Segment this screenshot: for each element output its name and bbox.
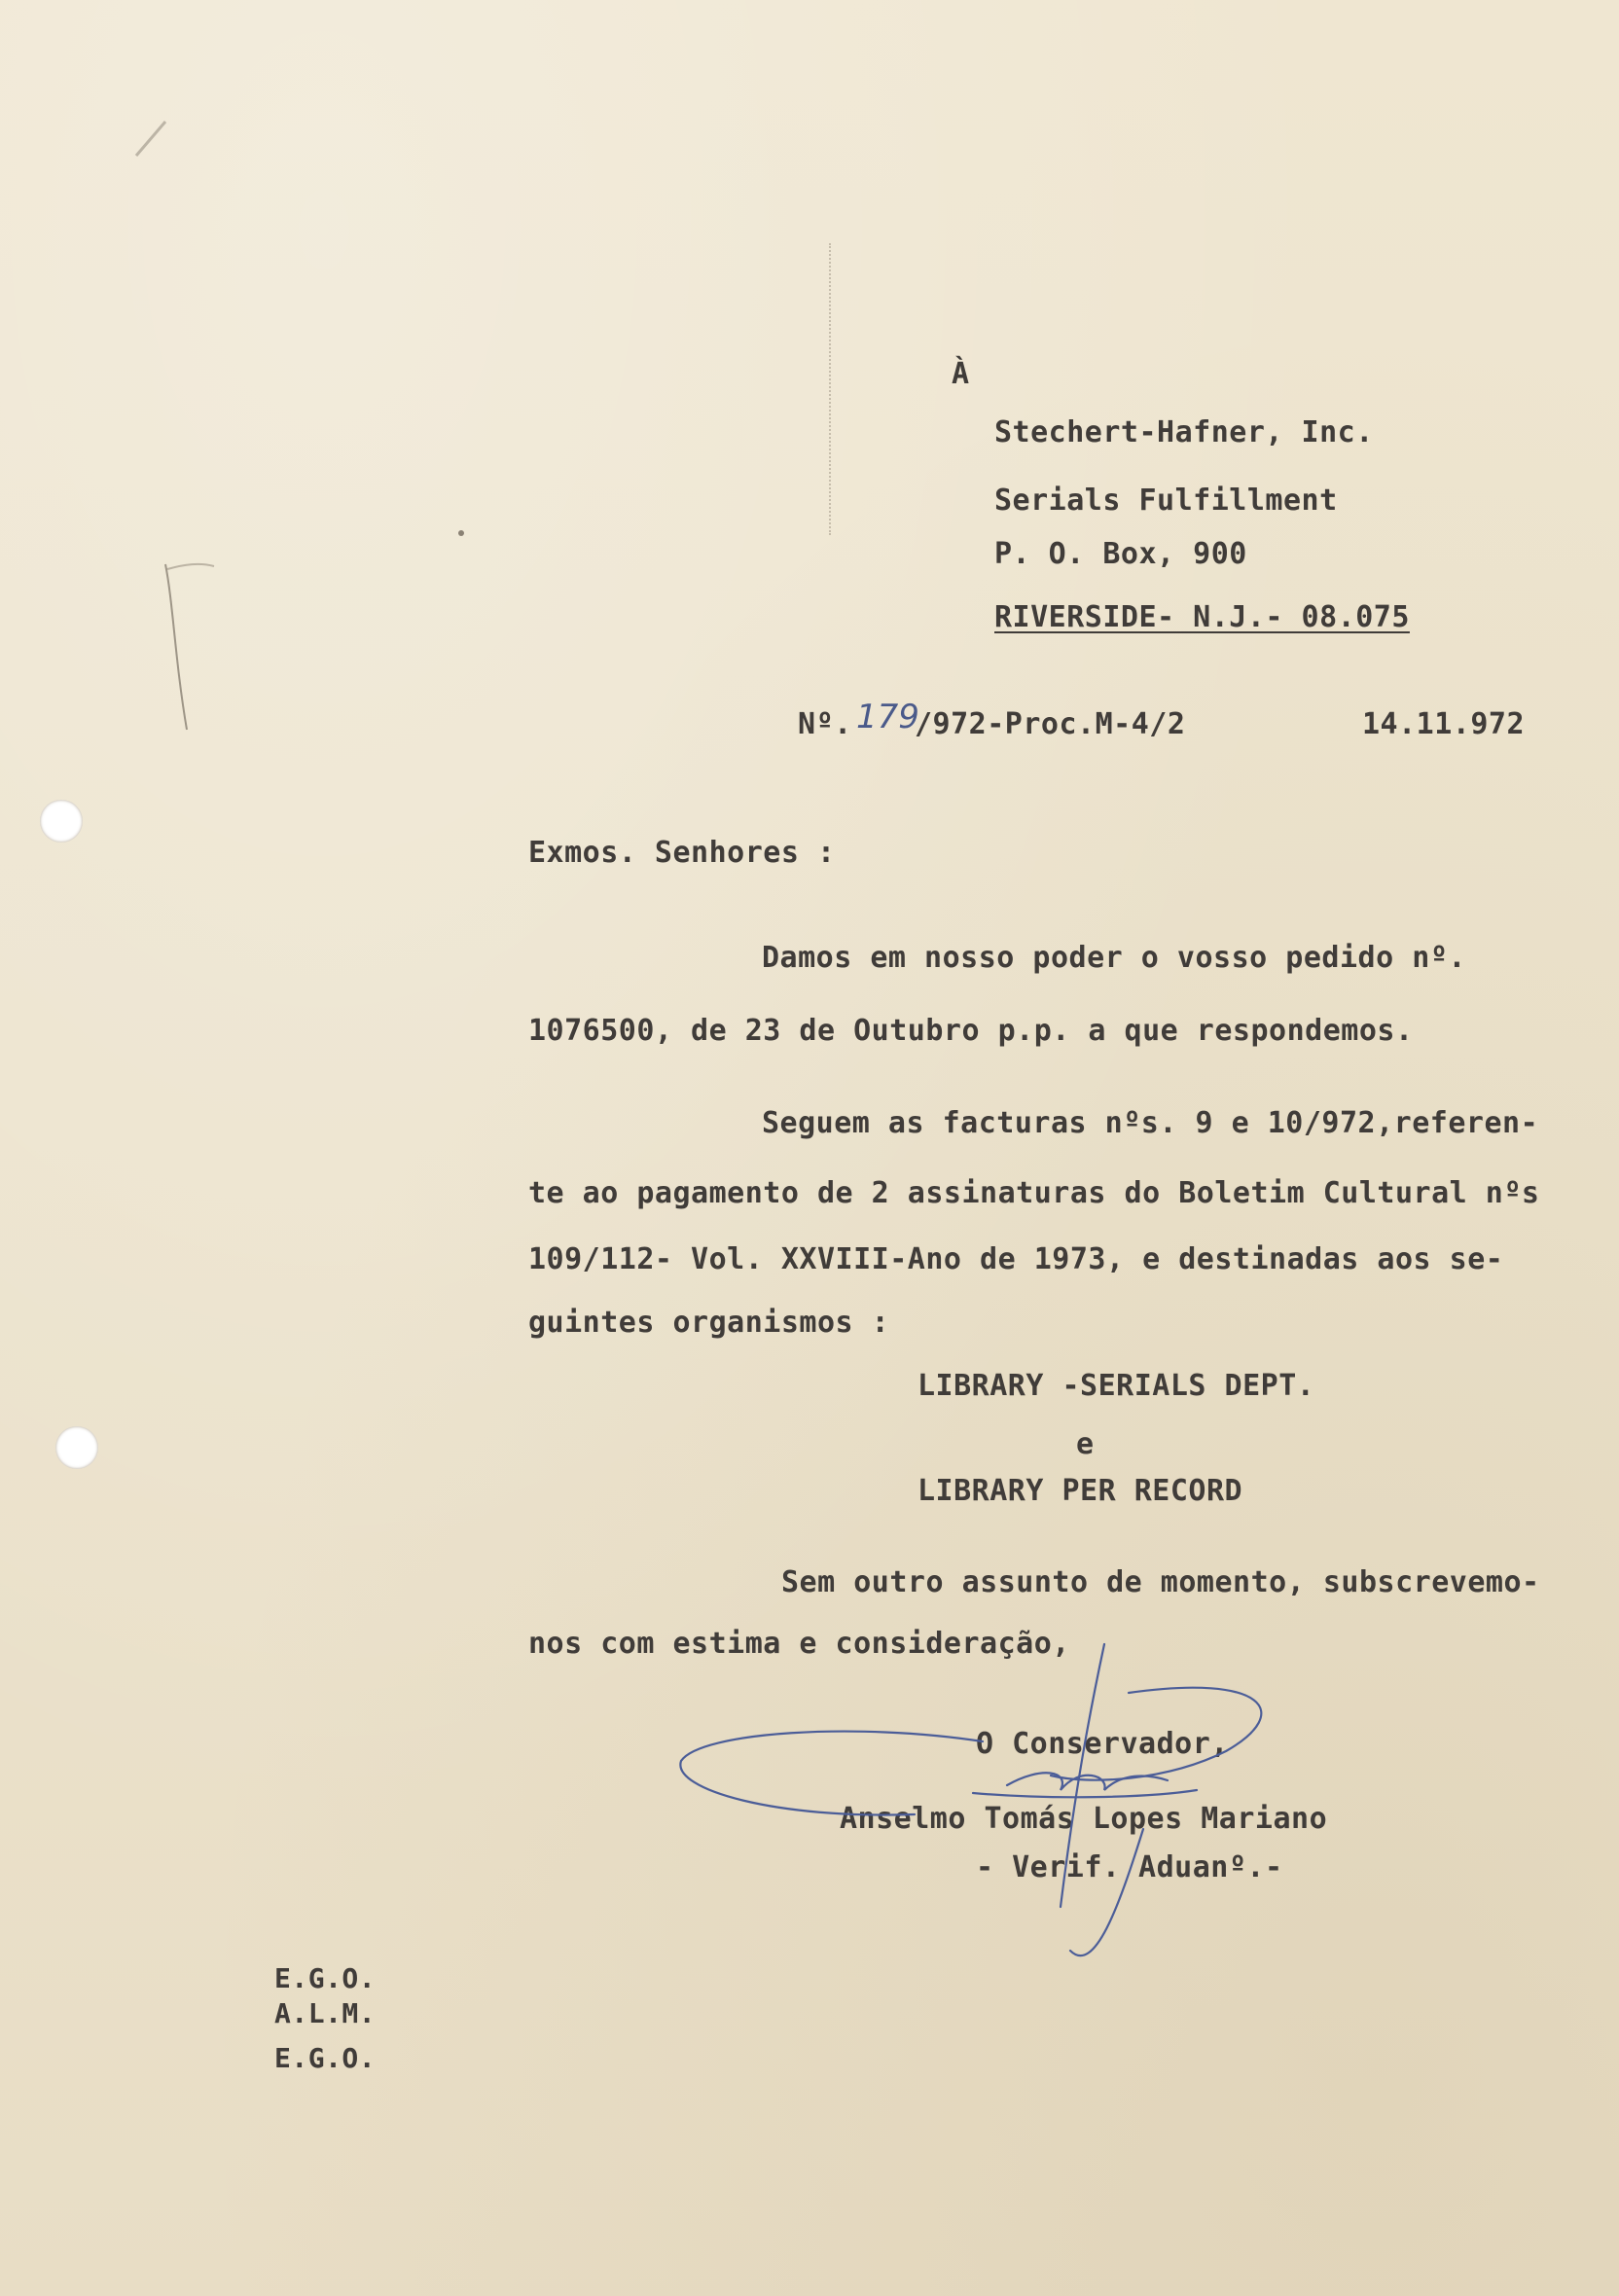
paragraph2-line2: te ao pagamento de 2 assinaturas do Boletim Cultural nºs	[528, 1176, 1540, 1210]
organization-conjunction: e	[1076, 1427, 1095, 1461]
signature-title: O Conservador,	[976, 1727, 1229, 1761]
organization-2: LIBRARY PER RECORD	[917, 1474, 1243, 1508]
signature-role: - Verif. Aduanº.-	[976, 1850, 1283, 1884]
recipient-company: Stechert-Hafner, Inc.	[994, 415, 1374, 449]
initials-line3: E.G.O.	[274, 2042, 377, 2074]
reference-handwritten-number: 179	[856, 698, 919, 736]
initials-line2: A.L.M.	[274, 1997, 377, 2029]
reference-process: /972-Proc.M-4/2	[915, 707, 1186, 741]
reference-no-label: Nº.	[798, 707, 852, 741]
salutation: Exmos. Senhores :	[528, 836, 836, 870]
organization-1: LIBRARY -SERIALS DEPT.	[917, 1369, 1315, 1403]
closing-line2: nos com estima e consideração,	[528, 1627, 1070, 1661]
recipient-department: Serials Fulfillment	[994, 484, 1338, 518]
paragraph1-line2: 1076500, de 23 de Outubro p.p. a que respondemos.	[528, 1014, 1414, 1048]
signature-name: Anselmo Tomás Lopes Mariano	[840, 1802, 1328, 1836]
recipient-po-box: P. O. Box, 900	[994, 537, 1247, 571]
closing-line1: Sem outro assunto de momento, subscrevemo-	[781, 1565, 1540, 1599]
paragraph1-line1: Damos em nosso poder o vosso pedido nº.	[762, 941, 1466, 975]
paragraph2-line1: Seguem as facturas nºs. 9 e 10/972,referen-	[762, 1106, 1539, 1140]
recipient-prefix: À	[952, 357, 970, 391]
initials-line1: E.G.O.	[274, 1962, 377, 1994]
paragraph2-line4: guintes organismos :	[528, 1306, 890, 1340]
paragraph2-line3: 109/112- Vol. XXVIII-Ano de 1973, e destinadas aos se-	[528, 1242, 1504, 1276]
recipient-city: RIVERSIDE- N.J.- 08.075	[994, 600, 1410, 634]
letter-date: 14.11.972	[1362, 707, 1526, 741]
